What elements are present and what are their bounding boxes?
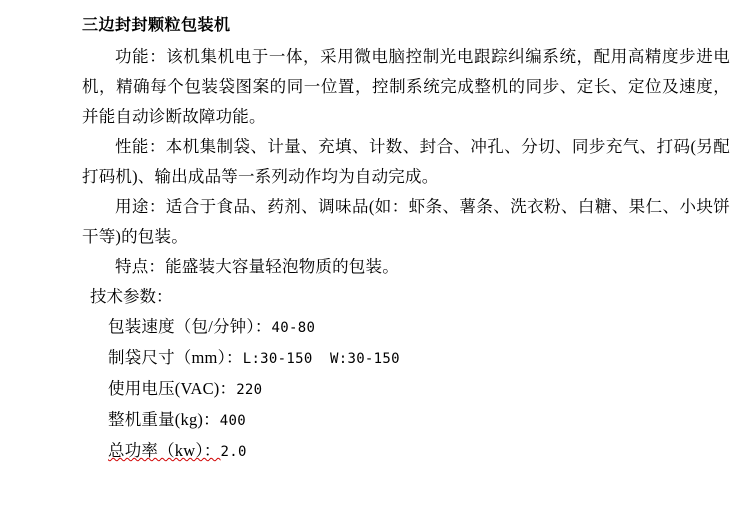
spec-label-bagsize: 制袋尺寸（mm）： xyxy=(108,348,243,367)
paragraph-performance: 性能：本机集制袋、计量、充填、计数、封合、冲孔、分切、同步充气、打码(另配打码机)、输出成品等一系列动作均为自动完成。 xyxy=(82,137,730,186)
paragraph-usage: 用途：适合于食品、药剂、调味品(如：虾条、薯条、洗衣粉、白糖、果仁、小块饼干等)的包装。 xyxy=(82,197,730,246)
spec-label-speed: 包装速度（包/分钟）： xyxy=(108,317,272,336)
spec-label-weight: 整机重量(kg)： xyxy=(108,410,220,429)
spec-row xyxy=(82,312,730,343)
page-title: 三边封封颗粒包装机 xyxy=(82,15,231,34)
paragraph-features: 特点：能盛装大容量轻泡物质的包装。 xyxy=(115,257,399,276)
spec-value-weight: 400 xyxy=(219,413,246,429)
spec-label-power: 总功率（kw）： xyxy=(108,441,221,460)
spec-row xyxy=(82,436,730,467)
spec-value-power: 2.0 xyxy=(220,444,247,460)
spec-row xyxy=(82,405,730,436)
spec-value-bagsize: L:30-150 W:30-150 xyxy=(242,351,400,367)
spec-row xyxy=(82,374,730,405)
paragraph-function: 功能：该机集机电于一体，采用微电脑控制光电跟踪纠编系统，配用高精度步进电机，精确每个包装袋图案的同一位置，控制系统完成整机的同步、定长、定位及速度，并能自动诊断故障功能。 xyxy=(82,47,730,126)
spec-heading: 技术参数： xyxy=(90,287,173,306)
spec-label-voltage: 使用电压(VAC)： xyxy=(108,379,237,398)
spec-row xyxy=(82,343,730,374)
spec-value-voltage: 220 xyxy=(236,382,263,398)
spec-value-speed: 40-80 xyxy=(271,320,316,336)
